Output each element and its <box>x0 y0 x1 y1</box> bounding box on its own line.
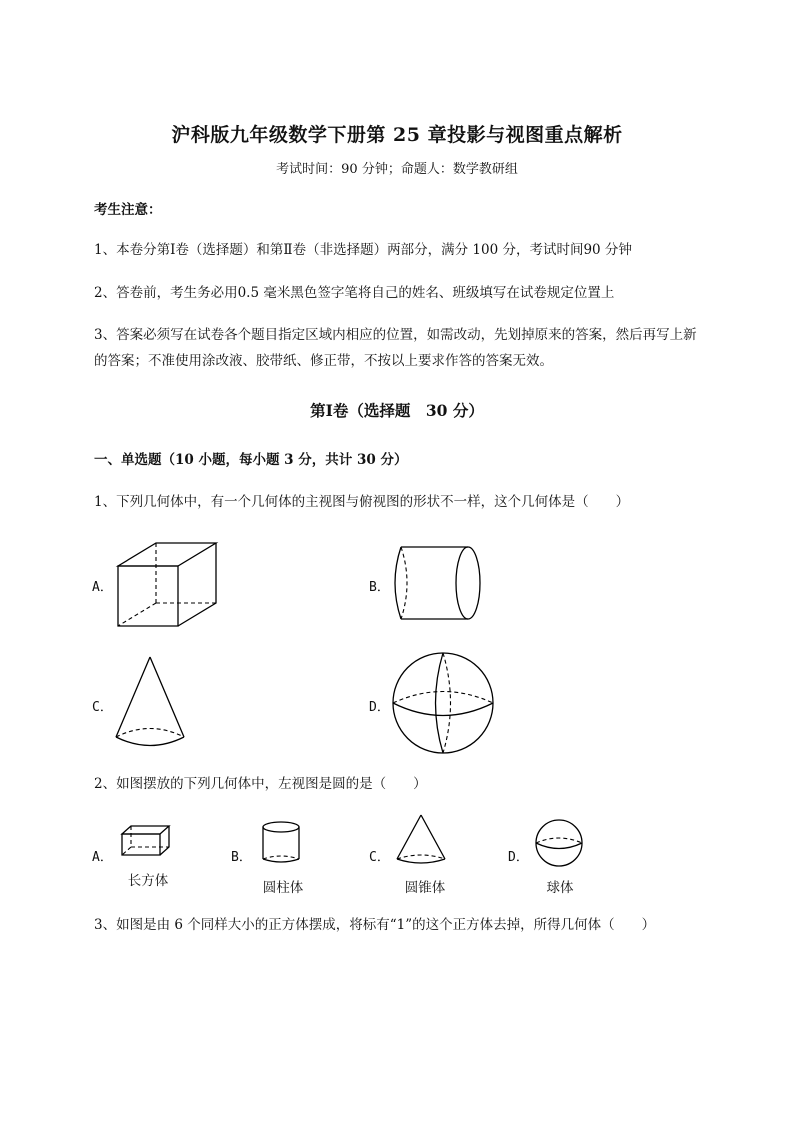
notice-item-3-continued: 的答案；不准使用涂改液、胶带纸、修正带，不按以上要求作答的答案无效。 <box>94 353 553 369</box>
q2-caption-cuboid: 长方体 <box>127 873 169 889</box>
notice-item-1: 1、本卷分第Ⅰ卷（选择题）和第Ⅱ卷（非选择题）两部分，满分 100 分，考试时间90 分钟 <box>94 242 632 258</box>
q1-option-d-label: D． <box>369 700 390 715</box>
q2-option-d-label: D． <box>508 850 529 865</box>
q1-option-a-label: A． <box>92 580 113 595</box>
notice-item-3: 3、答案必须写在试卷各个题目指定区域内相应的位置，如需改动，先划掉原来的答案，然后再写上新 <box>94 327 697 343</box>
notice-heading: 考生注意： <box>94 202 162 218</box>
q1-option-b-label: B． <box>369 580 390 595</box>
question-3-text: 3、如图是由 6 个同样大小的正方体摆成，将标有“1”的这个正方体去掉，所得几何体（ ） <box>94 917 656 933</box>
section-title: 第Ⅰ卷（选择题 30 分） <box>310 401 484 420</box>
part-heading: 一、单选题（10 小题，每小题 3 分，共计 30 分） <box>94 452 408 468</box>
q2-option-a-label: A． <box>92 850 113 865</box>
q2-option-b-label: B． <box>231 850 252 865</box>
q2-caption-sphere: 球体 <box>546 880 574 896</box>
q2-option-c-label: C． <box>369 850 390 865</box>
exam-info: 考试时间：90 分钟；命题人：数学教研组 <box>276 162 518 177</box>
q2-caption-cone: 圆锥体 <box>404 880 446 896</box>
question-1-text: 1、下列几何体中，有一个几何体的主视图与俯视图的形状不一样，这个几何体是（ ） <box>94 494 630 510</box>
q1-option-c-label: C． <box>92 700 113 715</box>
document-title: 沪科版九年级数学下册第 25 章投影与视图重点解析 <box>171 124 623 146</box>
question-2-text: 2、如图摆放的下列几何体中，左视图是圆的是（ ） <box>94 776 427 792</box>
q2-caption-cylinder: 圆柱体 <box>262 880 304 896</box>
notice-item-2: 2、答卷前，考生务必用0.5 毫米黑色签字笔将自己的姓名、班级填写在试卷规定位置上 <box>94 285 615 301</box>
